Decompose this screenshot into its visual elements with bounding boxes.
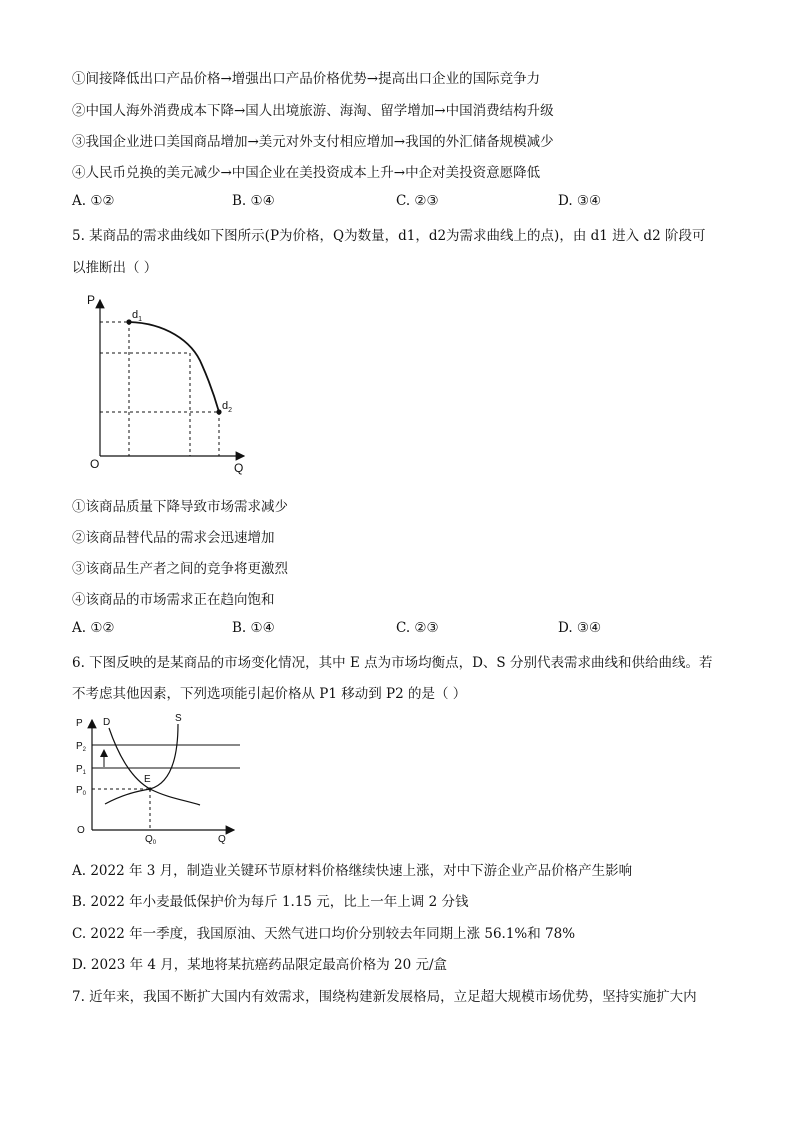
q5-d1-label: $d_1$ [132,309,143,323]
q6-option-b[interactable]: B. 2022 年小麦最低保护价为每斤 1.15 元，比上一年上调 2 分钱 [72,894,469,910]
q5-statement-4: ④该商品的市场需求正在趋向饱和 [72,592,275,608]
q6-q0-label: $Q_0$ [145,834,157,846]
q4-option-c[interactable]: C. ②③ [396,193,439,209]
q6-stem-line2: 不考虑其他因素，下列选项能引起价格从 P1 移动到 P2 的是（ ） [72,686,467,702]
q5-stem-line1: 5. 某商品的需求曲线如下图所示(P为价格，Q为数量，d1，d2为需求曲线上的点)，由 d1 进入 d2 阶段可 [72,228,706,244]
q4-option-a[interactable]: A. ①② [72,193,115,209]
q6-supply-curve [105,724,178,804]
q6-y-label: P [76,718,83,729]
q4-option-b[interactable]: B. ①④ [232,193,275,209]
q5-stem-line2: 以推断出（ ） [72,260,158,276]
q6-option-c[interactable]: C. 2022 年一季度，我国原油、天然气进口均价分别较去年同期上涨 56.1%和 78% [72,926,576,942]
q5-point-d1 [126,319,131,324]
q6-option-a[interactable]: A. 2022 年 3 月，制造业关键环节原材料价格继续快速上涨，对中下游企业产品价格产生影响 [72,863,633,879]
q5-y-label: P [87,293,96,307]
q6-origin-label: O [77,825,85,836]
q6-option-d[interactable]: D. 2023 年 4 月，某地将某抗癌药品限定最高价格为 20 元/盒 [72,957,448,973]
q6-stem-line1: 6. 下图反映的是某商品的市场变化情况，其中 E 点为市场均衡点，D、S 分别代表需求曲线和供给曲线。若 [72,655,713,671]
q4-statement-3: ③我国企业进口美国商品增加→美元对外支付相应增加→我国的外汇储备规模减少 [72,134,554,150]
q6-demand-label: D [103,717,111,728]
q5-statement-3: ③该商品生产者之间的竞争将更激烈 [72,561,288,577]
q6-supply-demand-figure [72,712,247,847]
q6-demand-curve [109,728,200,805]
q4-statement-2: ②中国人海外消费成本下降→国人出境旅游、海淘、留学增加→中国消费结构升级 [72,103,554,119]
q5-demand-curve [129,322,219,412]
q6-p1-label: $P_1$ [76,764,87,776]
q6-point-e [148,787,151,790]
q5-option-d[interactable]: D. ③④ [558,620,602,636]
q5-option-c[interactable]: C. ②③ [396,620,439,636]
q6-supply-label: S [175,713,182,724]
q7-stem-line1: 7. 近年来，我国不断扩大国内有效需求，围绕构建新发展格局，立足超大规模市场优势，坚持实施扩大内 [72,989,697,1005]
q4-statement-4: ④人民币兑换的美元减少→中国企业在美投资成本上升→中企对美投资意愿降低 [72,165,541,181]
q5-origin-label: O [90,457,100,471]
q5-statement-2: ②该商品替代品的需求会迅速增加 [72,530,275,546]
q6-p0-label: $P_0$ [76,785,87,797]
q5-demand-curve-figure [84,290,254,480]
q6-equilibrium-label: E [144,774,151,785]
q5-point-d2 [216,409,221,414]
q5-x-label: Q [234,461,244,475]
q4-option-d[interactable]: D. ③④ [558,193,602,209]
q5-option-b[interactable]: B. ①④ [232,620,275,636]
q5-d2-label: $d_2$ [222,400,233,414]
q6-x-label: Q [218,834,226,845]
q6-p2-label: $P_2$ [76,741,87,753]
q4-statement-1: ①间接降低出口产品价格→增强出口产品价格优势→提高出口企业的国际竞争力 [72,71,541,87]
q5-statement-1: ①该商品质量下降导致市场需求减少 [72,499,288,515]
q5-option-a[interactable]: A. ①② [72,620,115,636]
